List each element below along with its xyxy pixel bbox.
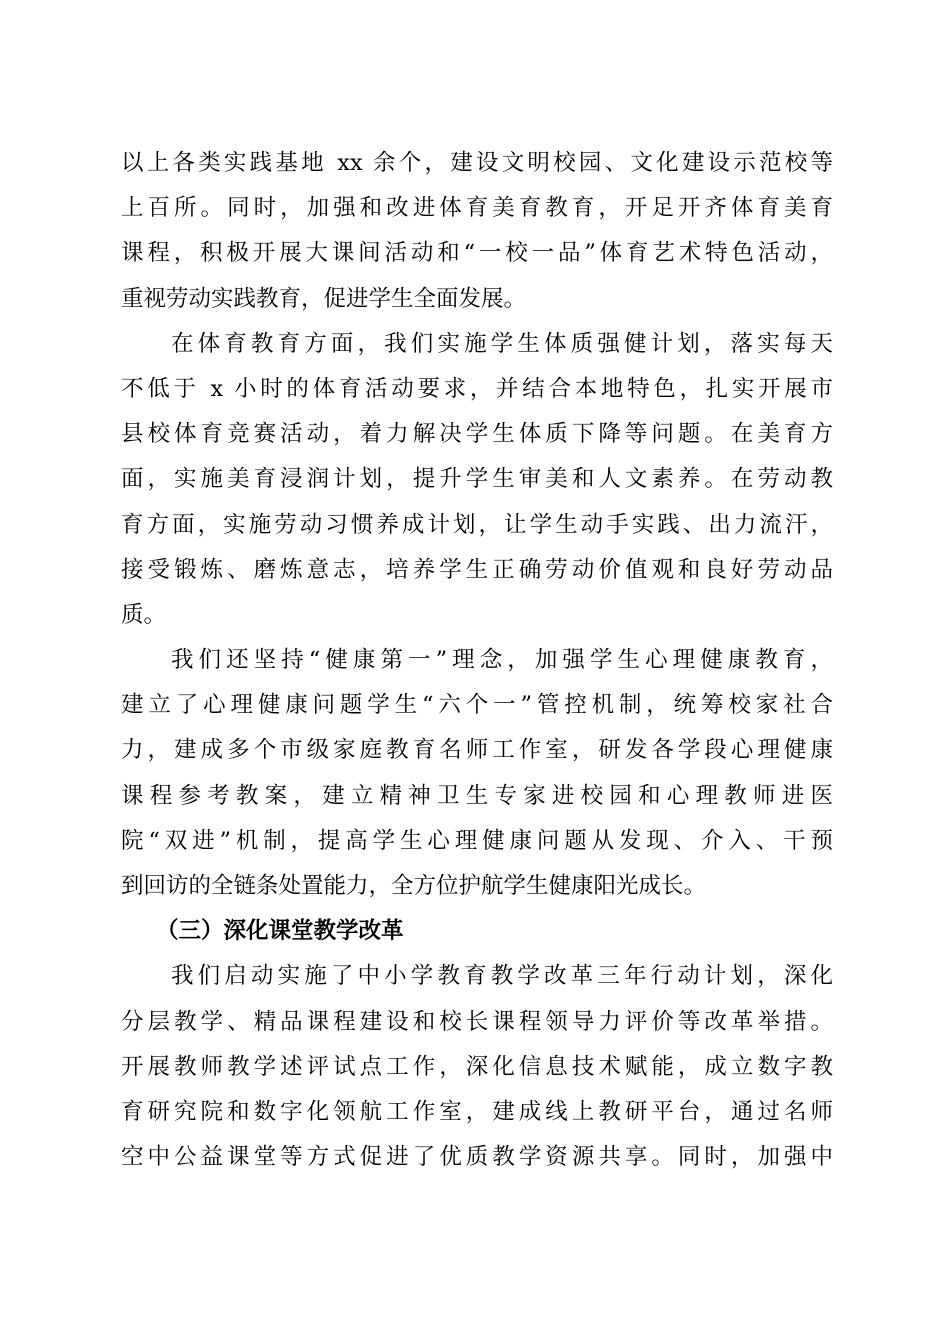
- paragraph-mental-health: [121, 638, 833, 909]
- paragraph-physical-education: [121, 322, 833, 638]
- text-line: 县校体育竞赛活动，着力解决学生体质下降等问题。在美育方: [121, 421, 833, 448]
- text-line: 以上各类实践基地 xx 余个，建设文明校园、文化建设示范校等: [121, 150, 833, 176]
- text-line: 到回访的全链条处置能力，全方位护航学生健康阳光成长。: [121, 873, 707, 899]
- section-heading: （三）深化课堂教学改革: [156, 918, 404, 945]
- text-line: 不低于 x 小时的体育活动要求，并结合本地特色，扎实开展市: [121, 375, 833, 402]
- text-line: 质。: [121, 601, 167, 628]
- text-line: 接受锻炼、磨炼意志，培养学生正确劳动价值观和良好劳动品: [121, 556, 833, 583]
- text-line: 我们启动实施了中小学教育教学改革三年行动计划，深化: [171, 963, 833, 990]
- text-line: 在体育教育方面，我们实施学生体质强健计划，落实每天: [171, 330, 833, 357]
- text-line: 课程，积极开展大课间活动和“一校一品”体育艺术特色活动，: [121, 240, 833, 267]
- paragraph-practice-bases: [121, 141, 833, 322]
- text-line: 力，建成多个市级家庭教育名师工作室，研发各学段心理健康: [121, 737, 833, 764]
- paragraph-teaching-reform: [121, 954, 833, 1180]
- text-line: 院“双进”机制，提高学生心理健康问题从发现、介入、干预: [121, 827, 833, 854]
- text-line: 面，实施美育浸润计划，提升学生审美和人文素养。在劳动教: [121, 466, 833, 493]
- text-line: 重视劳动实践教育，促进学生全面发展。: [121, 285, 527, 312]
- text-line: 上百所。同时，加强和改进体育美育教育，开足开齐体育美育: [121, 195, 833, 222]
- document-body: [121, 141, 833, 1180]
- text-line: 分层教学、精品课程建设和校长课程领导力评价等改革举措。: [121, 1008, 833, 1035]
- text-line: 空中公益课堂等方式促进了优质教学资源共享。同时，加强中: [121, 1144, 833, 1171]
- text-line: 育方面，实施劳动习惯养成计划，让学生动手实践、出力流汗，: [121, 511, 833, 538]
- text-line: 课程参考教案，建立精神卫生专家进校园和心理教师进医: [121, 782, 833, 809]
- text-line: 我们还坚持“健康第一”理念，加强学生心理健康教育，: [171, 647, 833, 674]
- text-line: 育研究院和数字化领航工作室，建成线上教研平台，通过名师: [121, 1098, 833, 1125]
- text-line: 开展教师教学述评试点工作，深化信息技术赋能，成立数字教: [121, 1053, 833, 1080]
- text-line: 建立了心理健康问题学生“六个一”管控机制，统筹校家社合: [121, 692, 833, 719]
